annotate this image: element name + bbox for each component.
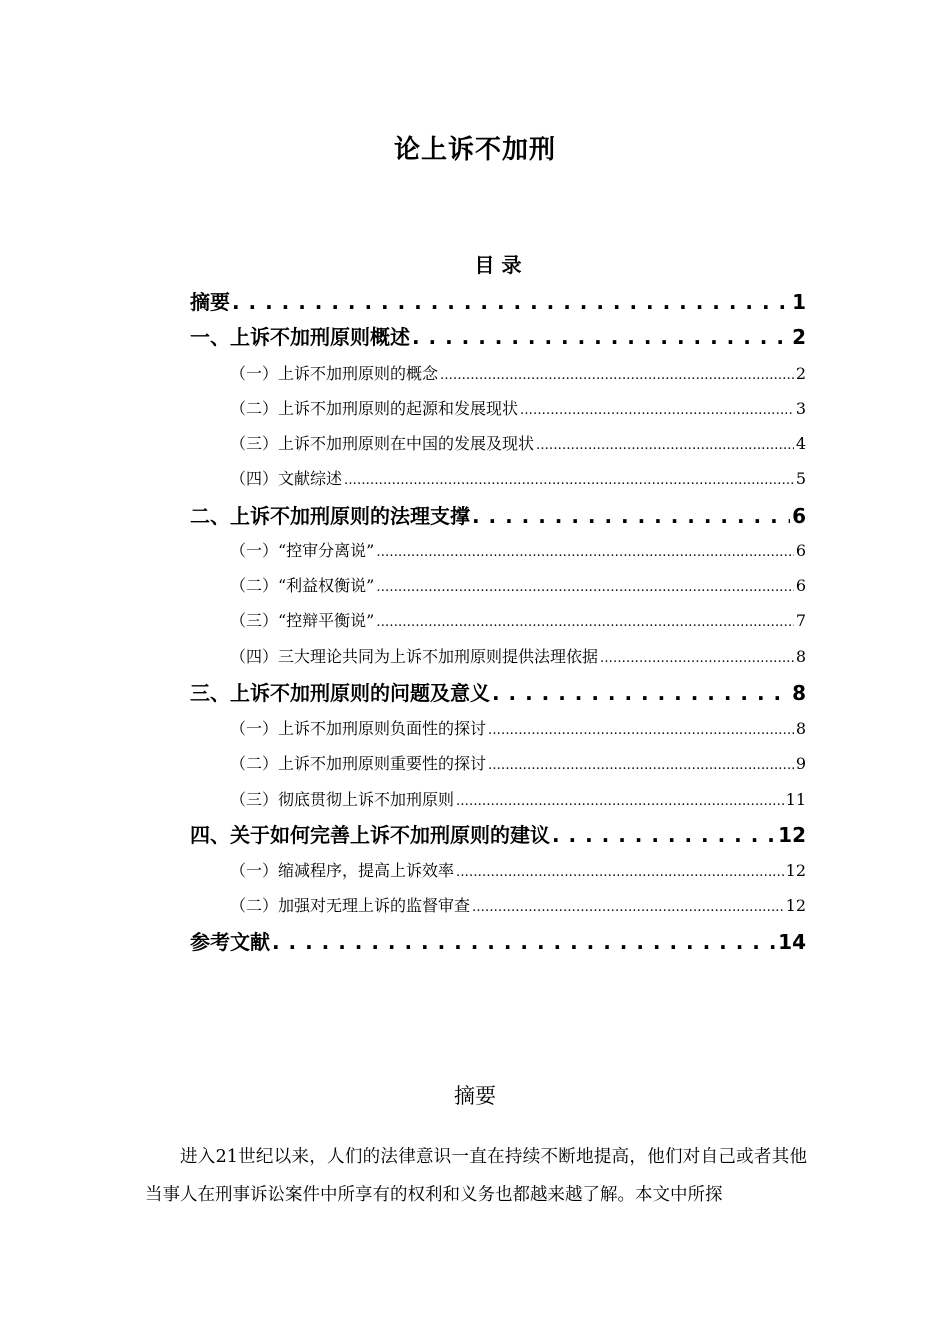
toc-leader-dots [412,321,790,353]
toc-page-number: 5 [795,469,806,488]
toc-page-number: 12 [778,823,806,847]
toc-leader-dots [272,926,776,958]
toc-page-number: 1 [792,290,806,314]
toc-page-number: 6 [795,576,806,595]
toc-leader-dots [376,537,793,567]
toc-leader-dots [376,572,793,602]
toc-subentry[interactable] [230,430,806,458]
toc-page-number: 12 [785,861,806,880]
toc-entry[interactable] [190,926,806,958]
abstract-heading: 摘要 [454,1084,496,1108]
toc-entry-label: （三）“控辩平衡说” [230,611,375,630]
toc-page-number: 14 [778,930,806,954]
toc-page-number: 8 [792,681,806,705]
toc-leader-dots [520,395,794,425]
toc-leader-dots [232,286,790,318]
toc-heading: 目 录 [474,253,522,277]
toc-entry-label: （一）上诉不加刑原则的概念 [230,364,439,383]
toc-subentry[interactable] [230,786,806,814]
toc-leader-dots [552,819,776,851]
toc-page-number: 4 [795,434,806,453]
toc-subentry[interactable] [230,750,806,778]
toc-page-number: 2 [792,325,806,349]
toc-leader-dots [488,750,794,780]
toc-subentry[interactable] [230,715,806,743]
toc-entry-label: （三）彻底贯彻上诉不加刑原则 [230,790,455,809]
toc-leader-dots [492,677,790,709]
toc-subentry[interactable] [230,395,806,423]
toc-entry-label: （二）上诉不加刑原则的起源和发展现状 [230,399,519,418]
toc-page-number: 12 [785,896,806,915]
toc-entry[interactable] [190,500,806,532]
toc-leader-dots [344,465,794,495]
toc-entry-label: 二、上诉不加刑原则的法理支撑 [190,504,470,528]
toc-leader-dots [440,360,794,390]
toc-entry-label: （一）缩减程序，提高上诉效率 [230,861,455,880]
toc-leader-dots [376,607,793,637]
toc-leader-dots [536,430,794,460]
toc-leader-dots [472,892,784,922]
toc-entry-label: 摘要 [190,290,230,314]
toc-page-number: 7 [795,611,806,630]
toc-page-number: 8 [795,647,806,666]
toc-page-number: 6 [792,504,806,528]
document-title: 论上诉不加刑 [393,135,556,165]
toc-subentry[interactable] [230,360,806,388]
toc-entry-label: 参考文献 [190,930,270,954]
toc-entry-label: （二）上诉不加刑原则重要性的探讨 [230,754,487,773]
toc-entry-label: （三）上诉不加刑原则在中国的发展及现状 [230,434,535,453]
toc-entry[interactable] [190,286,806,318]
toc-entry-label: （一）“控审分离说” [230,541,375,560]
toc-subentry[interactable] [230,465,806,493]
toc-leader-dots [456,786,784,816]
toc-entry-label: （四）三大理论共同为上诉不加刑原则提供法理依据 [230,647,599,666]
toc-leader-dots [600,643,794,673]
toc-entry-label: （二）加强对无理上诉的监督审查 [230,896,471,915]
toc-entry[interactable] [190,677,806,709]
toc-page-number: 3 [795,399,806,418]
toc-subentry[interactable] [230,537,806,565]
abstract-paragraph: 进入21世纪以来，人们的法律意识一直在持续不断地提高，他们对自己或者其他当事人在刑事诉讼案件中所享有的权利和义务也都越来越了解。本文中所探 [145,1147,807,1205]
toc-page-number: 6 [795,541,806,560]
toc-entry-label: （二）“利益权衡说” [230,576,375,595]
toc-page-number: 8 [795,719,806,738]
toc-subentry[interactable] [230,572,806,600]
toc-subentry[interactable] [230,857,806,885]
toc-entry[interactable] [190,819,806,851]
toc-entry-label: 四、关于如何完善上诉不加刑原则的建议 [190,823,550,847]
toc-subentry[interactable] [230,643,806,671]
toc-entry-label: 一、上诉不加刑原则概述 [190,325,410,349]
toc-leader-dots [472,500,790,532]
toc-entry-label: 三、上诉不加刑原则的问题及意义 [190,681,490,705]
toc-entry-label: （四）文献综述 [230,469,343,488]
toc-subentry[interactable] [230,607,806,635]
toc-page-number: 2 [795,364,806,383]
toc-entry[interactable] [190,321,806,353]
toc-page-number: 9 [795,754,806,773]
toc-entry-label: （一）上诉不加刑原则负面性的探讨 [230,719,487,738]
toc-leader-dots [456,857,784,887]
toc-subentry[interactable] [230,892,806,920]
toc-leader-dots [488,715,794,745]
toc-page-number: 11 [785,790,806,809]
